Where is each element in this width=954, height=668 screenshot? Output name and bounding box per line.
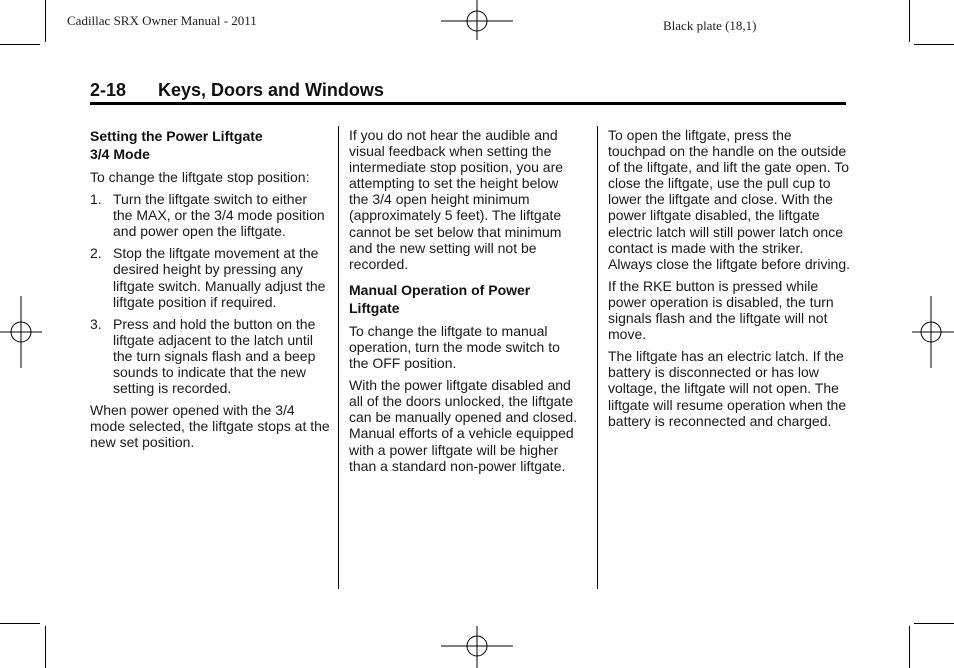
list-item [90,191,330,239]
steps-list [90,191,330,396]
crop-mark-top-left-v [45,0,46,42]
list-item [90,245,330,309]
paragraph: If you do not hear the audible and visual feedback when setting the intermediate stop position, you are attempting to set the height below the 3/4 open height minimum (approximately 5 feet). The liftgate cannot be set below that minimum and the new setting will not be recorded. [349,127,564,272]
document-slug: Cadillac SRX Owner Manual - 2011 [67,13,257,28]
text-column-3 [608,127,850,435]
crop-mark-top-right-v [909,0,910,42]
crop-mark-bottom-right-h [914,623,954,624]
crop-mark-bottom-left-v [45,626,46,668]
paragraph: If the RKE button is pressed while power operation is disabled, the turn signals flash and the liftgate will not move. [608,277,834,343]
crop-mark-top-left-h [0,44,40,45]
registration-mark-right [912,296,954,368]
column-divider-1 [338,126,339,589]
subsection-heading-liftgate-mode [90,127,330,163]
paragraph: With the power liftgate disabled and all of the doors unlocked, the liftgate can be manually opened and closed. Manual efforts of a vehicle equipped with a power liftgate will be higher than a standard non-power liftgate. [349,377,578,474]
heading-line: Setting the Power Liftgate [90,128,263,144]
step-text: Turn the liftgate switch to either the MAX, or the 3/4 mode position and power open the liftgate. [113,191,325,240]
text-column-2 [349,127,581,480]
step-text: Press and hold the button on the liftgate adjacent to the latch until the turn signals flash and a beep sounds to indicate that the new setting is recorded. [113,315,316,397]
step-number: 2. [90,245,102,262]
list-item [90,316,330,396]
page-number: 2-18 [90,80,127,100]
step-number: 1. [90,191,102,208]
paragraph: When power opened with the 3/4 mode selected, the liftgate stops at the new set position. [90,402,330,451]
crop-mark-bottom-left-h [0,623,40,624]
heading-line: Manual Operation of Power [349,281,531,298]
registration-mark-left [0,296,42,368]
registration-mark-top [441,0,513,40]
paragraph: To open the liftgate, press the touchpad on the handle on the outside of the liftgate, and lift the gate open. To close the liftgate, use the pull cup to lower the liftgate and close. With the power liftgate disabled, the liftgate electric latch will still power latch once contact is made with the striker. Always close the liftgate before driving. [608,127,851,272]
paragraph: To change the liftgate to manual operation, turn the mode switch to the OFF position. [349,322,560,372]
heading-line: 3/4 Mode [90,146,150,162]
crop-mark-bottom-right-v [909,626,910,668]
text-column-1 [90,127,330,457]
registration-mark-bottom [441,626,513,668]
step-number: 3. [90,315,102,332]
section-header [90,80,846,105]
section-title: Keys, Doors and Windows [158,80,384,100]
step-text: Stop the liftgate movement at the desired height by pressing any liftgate switch. Manually adjust the liftgate position if required. [113,245,326,310]
paragraph: To change the liftgate stop position: [90,169,310,185]
plate-slug: Black plate (18,1) [663,18,757,33]
column-divider-2 [597,126,598,589]
crop-mark-top-right-h [914,44,954,45]
subsection-heading-manual-operation [349,281,581,317]
paragraph: The liftgate has an electric latch. If the battery is disconnected or has low voltage, the liftgate will not open. The liftgate will resume operation when the battery is reconnected and charged. [608,348,847,429]
heading-line: Liftgate [349,299,400,316]
